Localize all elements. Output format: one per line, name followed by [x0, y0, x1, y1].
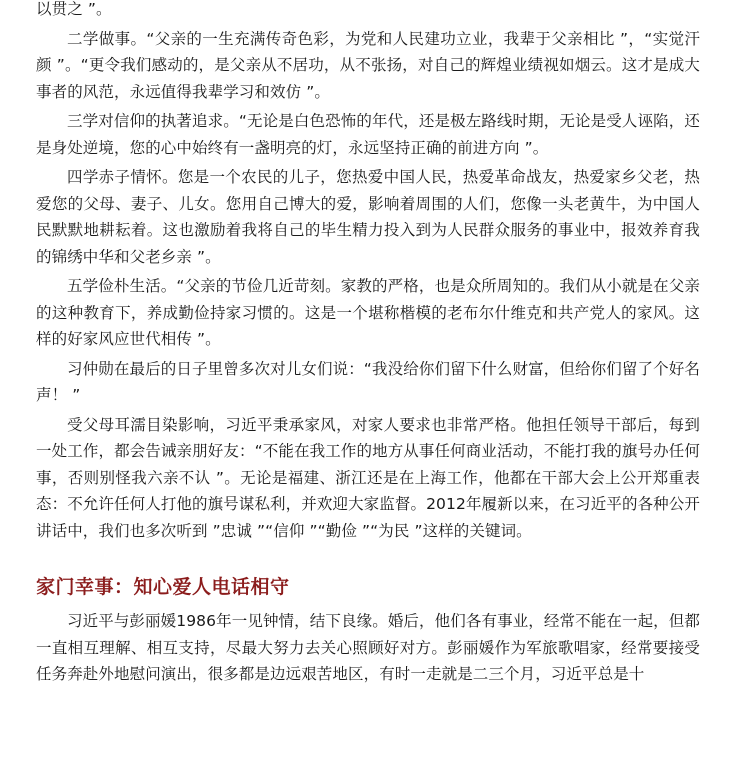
paragraph-learn-belief: 三学对信仰的执著追求。“无论是白色恐怖的年代，还是极左路线时期，无论是受人诬陷，还是身处逆境，您的心中始终有一盏明亮的灯，永远坚持正确的前进方向 ”。: [36, 112, 700, 157]
article-body: [36, 0, 700, 688]
section-heading: 家门幸事：知心爱人电话相守: [36, 576, 290, 598]
paragraph-learn-frugality: 五学俭朴生活。“父亲的节俭几近苛刻。家教的严格，也是众所周知的。我们从小就是在父亲的这种教育下，养成勤俭持家习惯的。这是一个堪称楷模的老布尔什维克和共产党人的家风。这样的好家风应世代相传 ”。: [36, 277, 700, 348]
paragraph-learn-devotion: 四学赤子情怀。您是一个农民的儿子，您热爱中国人民，热爱革命战友，热爱家乡父老，热爱您的父母、妻子、儿女。您用自己博大的爱，影响着周围的人们，您像一头老黄牛，为中国人民默默地耕耘着。这也激励着我将自己的毕生精力投入到为人民群众服务的事业中，报效养育我的锦绣中华和父老乡亲 ”。: [36, 168, 700, 266]
paragraph-learn-work: 二学做事。“父亲的一生充满传奇色彩，为党和人民建功立业，我辈于父亲相比 ”，“实觉汗颜 ”。“更令我们感动的，是父亲从不居功，从不张扬，对自己的辉煌业绩视如烟云。这才是成大事者的风范，永远值得我辈学习和效仿 ”。: [36, 29, 700, 101]
paragraph-continuation: 以贯之 ”。: [36, 0, 112, 18]
paragraph-marriage: 习近平与彭丽媛1986年一见钟情，结下良缘。婚后，他们各有事业，经常不能在一起，但都一直相互理解、相互支持，尽最大努力去关心照顾好对方。彭丽媛作为军旅歌唱家，经常要接受任务奔赴外地慰问演出，很多都是边远艰苦地区，有时一走就是二三个月，习近平总是十: [36, 612, 700, 683]
paragraph-family-tradition: 受父母耳濡目染影响，习近平秉承家风，对家人要求也非常严格。他担任领导干部后，每到一处工作，都会告诫亲朋好友：“不能在我工作的地方从事任何商业活动，不能打我的旗号办任何事，否则别怪我六亲不认 ”。无论是福建、浙江还是在上海工作，他都在干部大会上公开郑重表态：不允许任何人打他的旗号谋私利，并欢迎大家监督。2012年履新以来，在习近平的各种公开讲话中，我们也多次听到 ”忠诚 ”“信仰 ”“勤俭 ”“为民 ”这样的关键词。: [36, 415, 700, 540]
paragraph-last-words: 习仲勋在最后的日子里曾多次对儿女们说：“我没给你们留下什么财富，但给你们留了个好名声！ ”: [36, 359, 700, 404]
